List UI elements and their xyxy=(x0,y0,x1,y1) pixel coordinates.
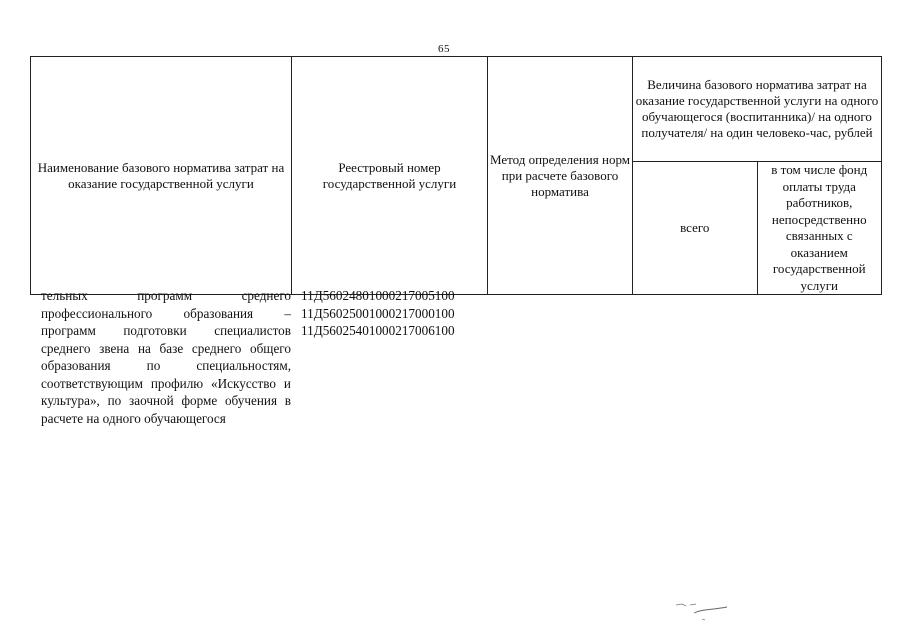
header-name-cell xyxy=(31,57,292,295)
header-subfund-label: в том числе фонд оплаты труда работников, непосредственно связанных с оказанием государственной услуги xyxy=(771,162,868,293)
header-method-label: Метод определения норм при расчете базового норматива xyxy=(490,151,630,199)
header-value-label: Величина базового норматива затрат на оказание государственной услуги на одного обучающегося (воспитанника)/ на одного получателя/ на один человеко-час, рублей xyxy=(635,77,879,140)
header-method-cell xyxy=(488,57,633,295)
header-registry-cell xyxy=(292,57,488,295)
page-number: 65 xyxy=(438,43,450,55)
header-subfund-cell xyxy=(757,162,882,295)
header-registry-label: Реестровый номер государственной услуги xyxy=(322,159,457,191)
signature-mark xyxy=(672,595,732,625)
header-name-label: Наименование базового норматива затрат на оказание государственной услуги xyxy=(37,159,285,191)
service-name-text: тельных программ среднего профессионального образования – программ подготовки специалистов среднего звена на базе среднего общего образования по специальностям, соответствующим профилю «Искусство и культура», по заочной форме обучения в расчете на одного обучающегося xyxy=(41,288,291,426)
header-subtotal-cell xyxy=(633,162,758,295)
header-value-cell xyxy=(633,57,882,162)
header-subtotal-label: всего xyxy=(680,220,710,235)
registry-code: 11Д56025001000217000100 xyxy=(301,305,455,321)
registry-code: 11Д56024801000217005100 xyxy=(301,288,455,303)
norms-table-header xyxy=(30,56,882,295)
registry-codes xyxy=(301,287,455,340)
registry-code: 11Д56025401000217006100 xyxy=(301,323,455,338)
